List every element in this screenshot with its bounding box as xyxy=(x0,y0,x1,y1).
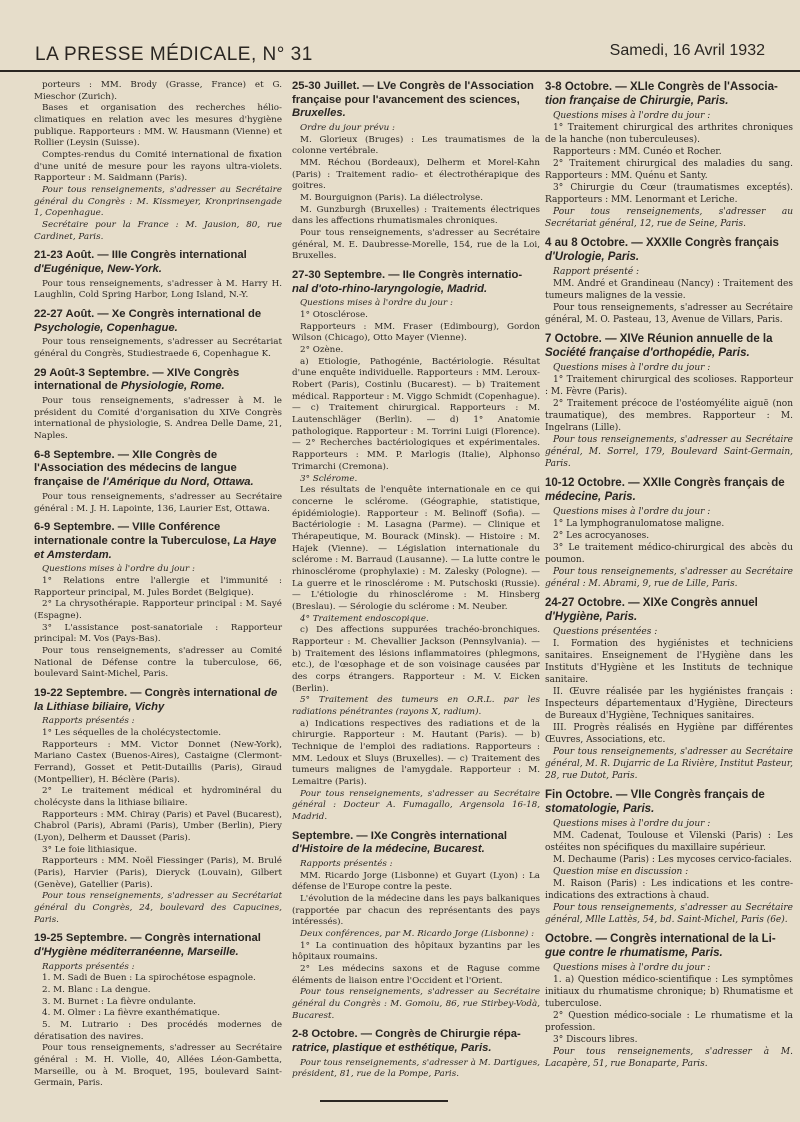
paragraph: 2° Le traitement médical et hydrominéral du cholécyste dans la lithiase biliaire. xyxy=(34,786,282,808)
paragraph: I. Formation des hygiénistes et techniciens sanitaires. Enseignement de l'Hygiène dans les Instituts d'Hygiène et les Instituts de technique sanitaire. xyxy=(545,639,793,685)
congress-place: Physiologie, Rome. xyxy=(120,380,225,393)
paragraph: Rapport présenté : xyxy=(553,267,640,277)
paragraph: II. Œuvre réalisée par les hygiénistes français : Inspecteurs départementaux d'Hygiène, Directeurs de Bureaux d'Hygiène, Techniques sanitaires. xyxy=(545,687,793,721)
congress-date-title: Fin Octobre. — VIIe Congrès français de xyxy=(545,789,765,801)
congress-place: l'Amérique du Nord, Ottawa. xyxy=(102,476,254,489)
paragraph: Questions mises à l'ordre du jour : xyxy=(300,298,453,309)
paragraph: 3° L'assistance post-sanatoriale : Rapporteur principal: M. Vos (Pays-Bas). xyxy=(34,622,282,645)
paragraph: Ordre du jour prévu : xyxy=(300,123,395,134)
paragraph: 3. M. Burnet : La fièvre ondulante. xyxy=(42,996,196,1007)
paragraph: MM. Cadenat, Toulouse et Vilenski (Paris) : Les ostéites non spécifiques du maxillaire supérieur. xyxy=(545,831,793,853)
paragraph: Questions présentées : xyxy=(553,627,658,637)
paragraph: Questions mises à l'ordre du jour : xyxy=(553,507,711,517)
paragraph: Pour tous renseignements, s'adresser au Secrétaire général, Mlle Lattès, 54, bd. Saint-Michel, Paris (6e). xyxy=(545,903,793,925)
congress-place: gue contre le rhumatisme, Paris. xyxy=(545,947,723,959)
congress-heading xyxy=(545,476,793,504)
masthead-title: LA PRESSE MÉDICALE, N° 31 xyxy=(35,44,313,65)
congress-date-title: 6-8 Septembre. — XIIe Congrès de l'Association des médecins de langue française de xyxy=(34,448,237,489)
congress-heading xyxy=(292,80,540,121)
paragraph: 1° La lymphogranulomatose maligne. xyxy=(553,519,725,529)
paragraph: 3° Discours libres. xyxy=(553,1035,638,1045)
congress-date-title: 24-27 Octobre. — XIXe Congrès annuel xyxy=(545,597,758,609)
paragraph: Pour tous renseignements, s'adresser à M. Harry H. Laughlin, Cold Spring Harbor, Long Island, N.-Y. xyxy=(34,278,282,301)
column-left xyxy=(34,80,282,1090)
paragraph: 2. M. Blanc : La dengue. xyxy=(42,985,151,996)
paragraph: Question mise en discussion : xyxy=(553,867,689,877)
congress-heading xyxy=(292,1028,540,1055)
paragraph: Rapporteurs : MM. Fraser (Edimbourg), Gordon Wilson (Chicago), Otto Mayer (Vienne). xyxy=(292,321,540,344)
paragraph: Rapports présentés : xyxy=(42,961,135,972)
congress-place: d'Histoire de la médecine, Bucarest. xyxy=(292,843,485,856)
paragraph: 2° Les médecins saxons et de Raguse comme éléments de liaison entre l'Occident et l'Orient. xyxy=(292,964,540,986)
column-right xyxy=(545,80,793,1070)
paragraph: Pour tous renseignements, s'adresser au Secrétaire général, M. E. Daubresse-Morelle, 154, rue de la Loi, Bruxelles. xyxy=(292,228,540,262)
column-middle xyxy=(292,80,540,1081)
congress-date-title: 25-30 Juillet. — LVe Congrès de l'Association française pour l'avancement des sciences, xyxy=(292,80,534,106)
paragraph: Questions mises à l'ordre du jour : xyxy=(553,111,711,121)
congress-date-title: Octobre. — Congrès international de la Li- xyxy=(545,933,776,945)
congress-place: Psychologie, Copenhague. xyxy=(34,321,178,334)
paragraph: M. Raison (Paris) : Les indications et les contre-indications des extractions à chaud. xyxy=(545,879,793,901)
paragraph: III. Progrès réalisés en Hygiène par différentes Œuvres, Associations, etc. xyxy=(545,723,793,745)
congress-date-title: 4 au 8 Octobre. — XXXIIe Congrès français xyxy=(545,237,779,249)
paragraph: Secrétaire pour la France : M. Jausion, 80, rue Cardinet, Paris. xyxy=(34,220,282,242)
congress-heading xyxy=(34,249,282,276)
paragraph: 1. M. Sadi de Buen : La spirochétose espagnole. xyxy=(42,973,256,984)
paragraph: Pour tous renseignements, s'adresser au Secrétaire général du Congrès : M. Gomoiu, 86, rue Stirbey-Vodà, Bucarest. xyxy=(292,987,540,1021)
congress-heading xyxy=(34,449,282,490)
congress-date-title: 2-8 Octobre. — Congrès de Chirurgie répa- xyxy=(292,1028,521,1041)
congress-heading xyxy=(545,932,793,960)
congress-date-title: 22-27 Août. — Xe Congrès international de xyxy=(34,308,262,321)
paragraph: Rapporteurs : MM. Chiray (Paris) et Pavel (Bucarest), Chabrol (Paris), Abrami (Paris), Umber (Berlin), Piery (Lyon), Delherm et Dausset (Paris). xyxy=(34,809,282,843)
congress-date-title: 29 Août-3 Septembre. — XIVe Congrès international de xyxy=(34,366,240,393)
paragraph: a) Indications respectives des radiations et de la chirurgie. Rapporteur : M. Hautant (Paris). — b) Technique de l'emploi des radiations. Rapporteurs : MM. Ledoux et Sluys (Bruxelles). — c) Traitement des tumeurs malignes de l'amygdale. Rapporteur : M. Lemaitre (Paris). xyxy=(292,718,540,787)
congress-place: tion française de Chirurgie, Paris. xyxy=(545,95,729,107)
paragraph: 5. M. Lutrario : Des procédés modernes de dératisation des navires. xyxy=(34,1020,282,1042)
congress-heading xyxy=(545,80,793,108)
congress-place: Bruxelles. xyxy=(292,107,346,120)
paragraph: Pour tous renseignements, s'adresser au Secrétaire général, M. O. Pasteau, 13, Avenue de Villars, Paris. xyxy=(545,303,793,325)
paragraph: 2° Les acrocyanoses. xyxy=(553,531,650,541)
congress-place: nal d'oto-rhino-laryngologie, Madrid. xyxy=(292,282,488,295)
paragraph: 1° Traitement chirurgical des scolioses. Rapporteur : M. Fèvre (Paris). xyxy=(545,375,793,397)
issue-date: Samedi, 16 Avril 1932 xyxy=(609,42,765,59)
paragraph: M. Bourguignon (Paris). La diélectrolyse. xyxy=(300,193,483,204)
paragraph: MM. Réchou (Bordeaux), Delherm et Morel-Kahn (Paris) : Traitement radio- et électrothérapique des goitres. xyxy=(292,158,540,192)
paragraph: Bases et organisation des recherches hélio-climatiques en relation avec les mesures d'hygiène publique. Rapporteurs : MM. W. Hausmann (Vienne) et Rollier (Leysin (Suisse). xyxy=(34,103,282,149)
congress-place: d'Eugénique, New-York. xyxy=(34,263,162,276)
paragraph: Pour tous renseignements, s'adresser au Secrétaire général, M. Sorrel, 179, Boulevard Saint-Germain, Paris. xyxy=(545,435,793,469)
congress-heading xyxy=(34,932,282,959)
paragraph: Pour tous renseignements, s'adresser au Secrétaire général : M. J. H. Lapointe, 136, Laurier Est, Ottawa. xyxy=(34,491,282,514)
paragraph: 2° Question médico-sociale : Le rhumatisme et la profession. xyxy=(545,1011,793,1033)
paragraph: Pour tous renseignements, s'adresser au Secrétariat général, 12, rue de Seine, Paris. xyxy=(545,207,793,229)
paragraph: Rapporteurs : MM. Cunéo et Rocher. xyxy=(553,147,722,157)
paragraph: Comptes-rendus du Comité international de fixation d'une unité de mesure pour les rayons ultra-violets. Rapporteur : M. Saidmann (Paris). xyxy=(34,150,282,184)
paragraph: c) Des affections suppurées trachéo-bronchiques. Rapporteur : M. Chevallier Jackson (Pennsylvania). — b) Traitement des lésions inflammatoires (phlegmons, etc.), de l'œsophage et de son voisinage causées par des corps étrangers. Rapporteur : M. V. Eicken (Berlin). xyxy=(292,625,540,694)
page-header xyxy=(0,0,800,72)
congress-heading xyxy=(34,687,282,714)
paragraph: M. Gunzburgh (Bruxelles) : Traitements électriques dans les affections rhumatismales chroniques. xyxy=(292,204,540,227)
paragraph: 1° Traitement chirurgical des arthrites chroniques de la hanche (non tuberculeuses). xyxy=(545,123,793,145)
congress-place: d'Hygiène méditerranéenne, Marseille. xyxy=(34,946,239,959)
congress-heading xyxy=(545,332,793,360)
paragraph: 2° La chrysothérapie. Rapporteur principal : M. Sayé (Espagne). xyxy=(34,599,282,621)
congress-date-title: Septembre. — IXe Congrès international xyxy=(292,829,508,842)
congress-place: ratrice, plastique et esthétique, Paris. xyxy=(292,1042,492,1055)
paragraph: 1. a) Question médico-scientifique : Les symptômes initiaux du rhumatisme chronique; b) Rhumatisme et tuberculose. xyxy=(545,975,793,1009)
congress-place: de la Lithiase biliaire, Vichy xyxy=(34,686,278,713)
paragraph: Questions mises à l'ordre du jour : xyxy=(553,963,711,973)
paragraph: MM. Ricardo Jorge (Lisbonne) et Guyart (Lyon) : La défense de l'Europe contre la peste. xyxy=(292,870,540,893)
congress-heading xyxy=(34,308,282,335)
congress-date-title: 6-9 Septembre. — VIIIe Conférence internationale contre la Tuberculose, xyxy=(34,521,231,547)
congress-heading xyxy=(34,367,282,394)
congress-place: Société française d'orthopédie, Paris. xyxy=(545,347,750,359)
paragraph: 5° Traitement des tumeurs en O.R.L. par les radiations pénétrantes (rayons X, radium). xyxy=(292,695,540,717)
congress-place: d'Urologie, Paris. xyxy=(545,251,640,263)
paragraph: Rapporteurs : MM. Noël Fiessinger (Paris), M. Brulé (Paris), Harvier (Paris), Dieryck (Louvain), Gilbert (Genève), Gatellier (Paris). xyxy=(34,856,282,890)
paragraph: 1° Relations entre l'allergie et l'immunité : Rapporteur principal, M. Jules Bordet (Belgique). xyxy=(34,575,282,598)
paragraph: Pour tous renseignements, s'adresser au Comité National de Défense contre la tuberculose, 66, boulevard Saint-Michel, Paris. xyxy=(34,645,282,680)
paragraph: Pour tous renseignements, s'adresser au Secrétaire général : M. H. Violle, 40, Allées Léon-Gambetta, Marseille, ou à M. Broquet, 195, boulevard Saint-Germain, Paris. xyxy=(34,1043,282,1089)
paragraph: 2° Traitement chirurgical des maladies du sang. Rapporteurs : MM. Quénu et Santy. xyxy=(545,159,793,181)
paragraph: M. Dechaume (Paris) : Les mycoses cervico-faciales. xyxy=(553,855,792,865)
paragraph: Pour tous renseignements, s'adresser au Secrétaire général, M. R. Dujarric de La Rivière, Institut Pasteur, 28, rue Dutot, Paris. xyxy=(545,747,793,781)
congress-date-title: 10-12 Octobre. — XXIIe Congrès français de xyxy=(545,477,785,489)
paragraph: porteurs : MM. Brody (Grasse, France) et G. Mieschor (Zurich). xyxy=(34,80,282,102)
paragraph: 3° Le traitement médico-chirurgical des abcès du poumon. xyxy=(545,543,793,565)
paragraph: Rapporteurs : MM. Victor Donnet (New-York), Mariano Castex (Buenos-Aires), Castaigne (Clermont-Ferrand), Gosset et Petit-Dutaillis (Paris), Giraud (Montpellier), H. Béclère (Paris). xyxy=(34,739,282,785)
congress-heading xyxy=(545,596,793,624)
paragraph: Pour tous renseignements, s'adresser au Secrétaire général : Docteur A. Fumagallo, Argensola 16-18, Madrid. xyxy=(292,788,540,822)
congress-place: médecine, Paris. xyxy=(545,491,636,503)
congress-heading xyxy=(545,788,793,816)
paragraph: Pour tous renseignements, s'adresser à M. Dartigues, président, 81, rue de la Pompe, Paris. xyxy=(292,1057,540,1080)
congress-date-title: 3-8 Octobre. — XLIe Congrès de l'Associa- xyxy=(545,81,778,93)
paragraph: L'évolution de la médecine dans les pays balkaniques (rapportée par chacun des représentants des pays intéressés). xyxy=(292,894,540,928)
paragraph: 1° Les séquelles de la cholécystectomie. xyxy=(42,727,222,738)
paragraph: a) Etiologie, Pathogénie, Bactériologie. Résultat d'une enquête individuelle. Rapporteurs : MM. Leroux-Robert (Paris), Costinlu (Bucarest). — b) Traitement médical. Rapporteur : M. Viggo Schmidt (Copenhague). — c) Traitement chirurgical. Rapporteurs : M. Lautenschläger (Berlin). — d) 1° Anatomie pathologique. Rapporteur : M. Torrini Luigi (Florence). — 2° Recherches bactériologiques et expérimentales. Rapporteurs : MM. P. Marlogis (Italie), Alphonso Trimarchi (Cremona). xyxy=(292,356,540,472)
congress-date-title: 19-22 Septembre. — Congrès international xyxy=(34,686,261,699)
column-end-rule xyxy=(320,1100,448,1102)
paragraph: Pour tous renseignements, s'adresser au Secrétariat général du Congrès, 24, boulevard des Capucines, Paris. xyxy=(34,891,282,925)
congress-date-title: 21-23 Août. — IIIe Congrès international xyxy=(34,249,247,262)
congress-heading xyxy=(292,830,540,857)
congress-place: d'Hygiène, Paris. xyxy=(545,611,638,623)
paragraph: Deux conférences, par M. Ricardo Jorge (Lisbonne) : xyxy=(300,929,535,940)
paragraph: Pour tous renseignements, s'adresser au Secrétaire général : M. Abrami, 9, rue de Lille, Paris. xyxy=(545,567,793,589)
congress-heading xyxy=(292,269,540,296)
paragraph: 4. M. Olmer : La fièvre exanthématique. xyxy=(42,1008,221,1019)
congress-date-title: 7 Octobre. — XIVe Réunion annuelle de la xyxy=(545,333,773,345)
paragraph: Questions mises à l'ordre du jour : xyxy=(42,564,195,575)
congress-place: La Haye et Amsterdam. xyxy=(34,534,277,561)
congress-date-title: 19-25 Septembre. — Congrès international xyxy=(34,932,261,945)
paragraph: MM. André et Grandineau (Nancy) : Traitement des tumeurs malignes de la vessie. xyxy=(545,279,793,301)
paragraph: 2° Traitement précoce de l'ostéomyélite aiguë (non traumatique), des membres. Rapporteur : M. Ingelrans (Lille). xyxy=(545,399,793,433)
congress-heading xyxy=(545,236,793,264)
congress-heading xyxy=(34,521,282,562)
paragraph: 3° Chirurgie du Cœur (traumatismes exceptés). Rapporteurs : MM. Lenormant et Leriche. xyxy=(545,183,793,205)
paragraph: Rapports présentés : xyxy=(42,716,135,727)
paragraph: 3° Le foie lithiasique. xyxy=(42,844,138,855)
paragraph: Questions mises à l'ordre du jour : xyxy=(553,819,711,829)
congress-place: stomatologie, Paris. xyxy=(545,803,655,815)
paragraph: Rapports présentés : xyxy=(300,859,393,869)
paragraph: Pour tous renseignements, s'adresser à M. Lacapère, 51, rue Bonaparte, Paris. xyxy=(545,1047,793,1069)
paragraph: 1° La continuation des hôpitaux byzantins par les hôpitaux roumains. xyxy=(292,940,540,963)
paragraph: Pour tous renseignements, s'adresser à M. le président du Comité d'organisation du XIVe Congrès international de physiologie, S. Andrea Delle Dame, 21, Naples. xyxy=(34,396,282,442)
paragraph: 4° Traitement endoscopique. xyxy=(300,613,429,624)
congress-date-title: 27-30 Septembre. — IIe Congrès internatio- xyxy=(292,269,523,282)
paragraph: Questions mises à l'ordre du jour : xyxy=(553,363,711,373)
paragraph: 3° Sclérome. xyxy=(300,473,358,484)
paragraph: Les résultats de l'enquête internationale en ce qui concerne le sclérome. (Géographie, statistique, épidémiologie). Rapporteur : M. Belinoff (Sofia). — Bactériologie : M. Lasagna (Parme). — Clinique et Thérapeutique, M. Bourack (Minsk). — Histoire : M. Hajek (Vienne). — Législation internationale du sclérome : M. Barraud (Lausanne). — La lutte contre le rhinosclérome (prophylaxie) : M. Zalesky (Pologne). — La guerre et le rinosclérome : M. Putschoski (Russie). — L'étiologie du rhinosclérome : M. Hinsberg (Breslau). — Sérologie du sclérome : M. Neuber. xyxy=(292,485,540,612)
paragraph: M. Glorieux (Bruges) : Les traumatismes de la colonne vertébrale. xyxy=(292,134,540,157)
paragraph: 2° Ozène. xyxy=(300,345,344,356)
paragraph: 1° Otosclérose. xyxy=(300,310,368,321)
paragraph: Pour tous renseignements, s'adresser au Secrétaire général du Congrès : M. Kissmeyer, Kronprinsengade 1, Copenhague. xyxy=(34,185,282,219)
paragraph: Pour tous renseignements, s'adresser au Secrétariat général du Congrès, Studiestraede 6, Copenhague K. xyxy=(34,337,282,360)
